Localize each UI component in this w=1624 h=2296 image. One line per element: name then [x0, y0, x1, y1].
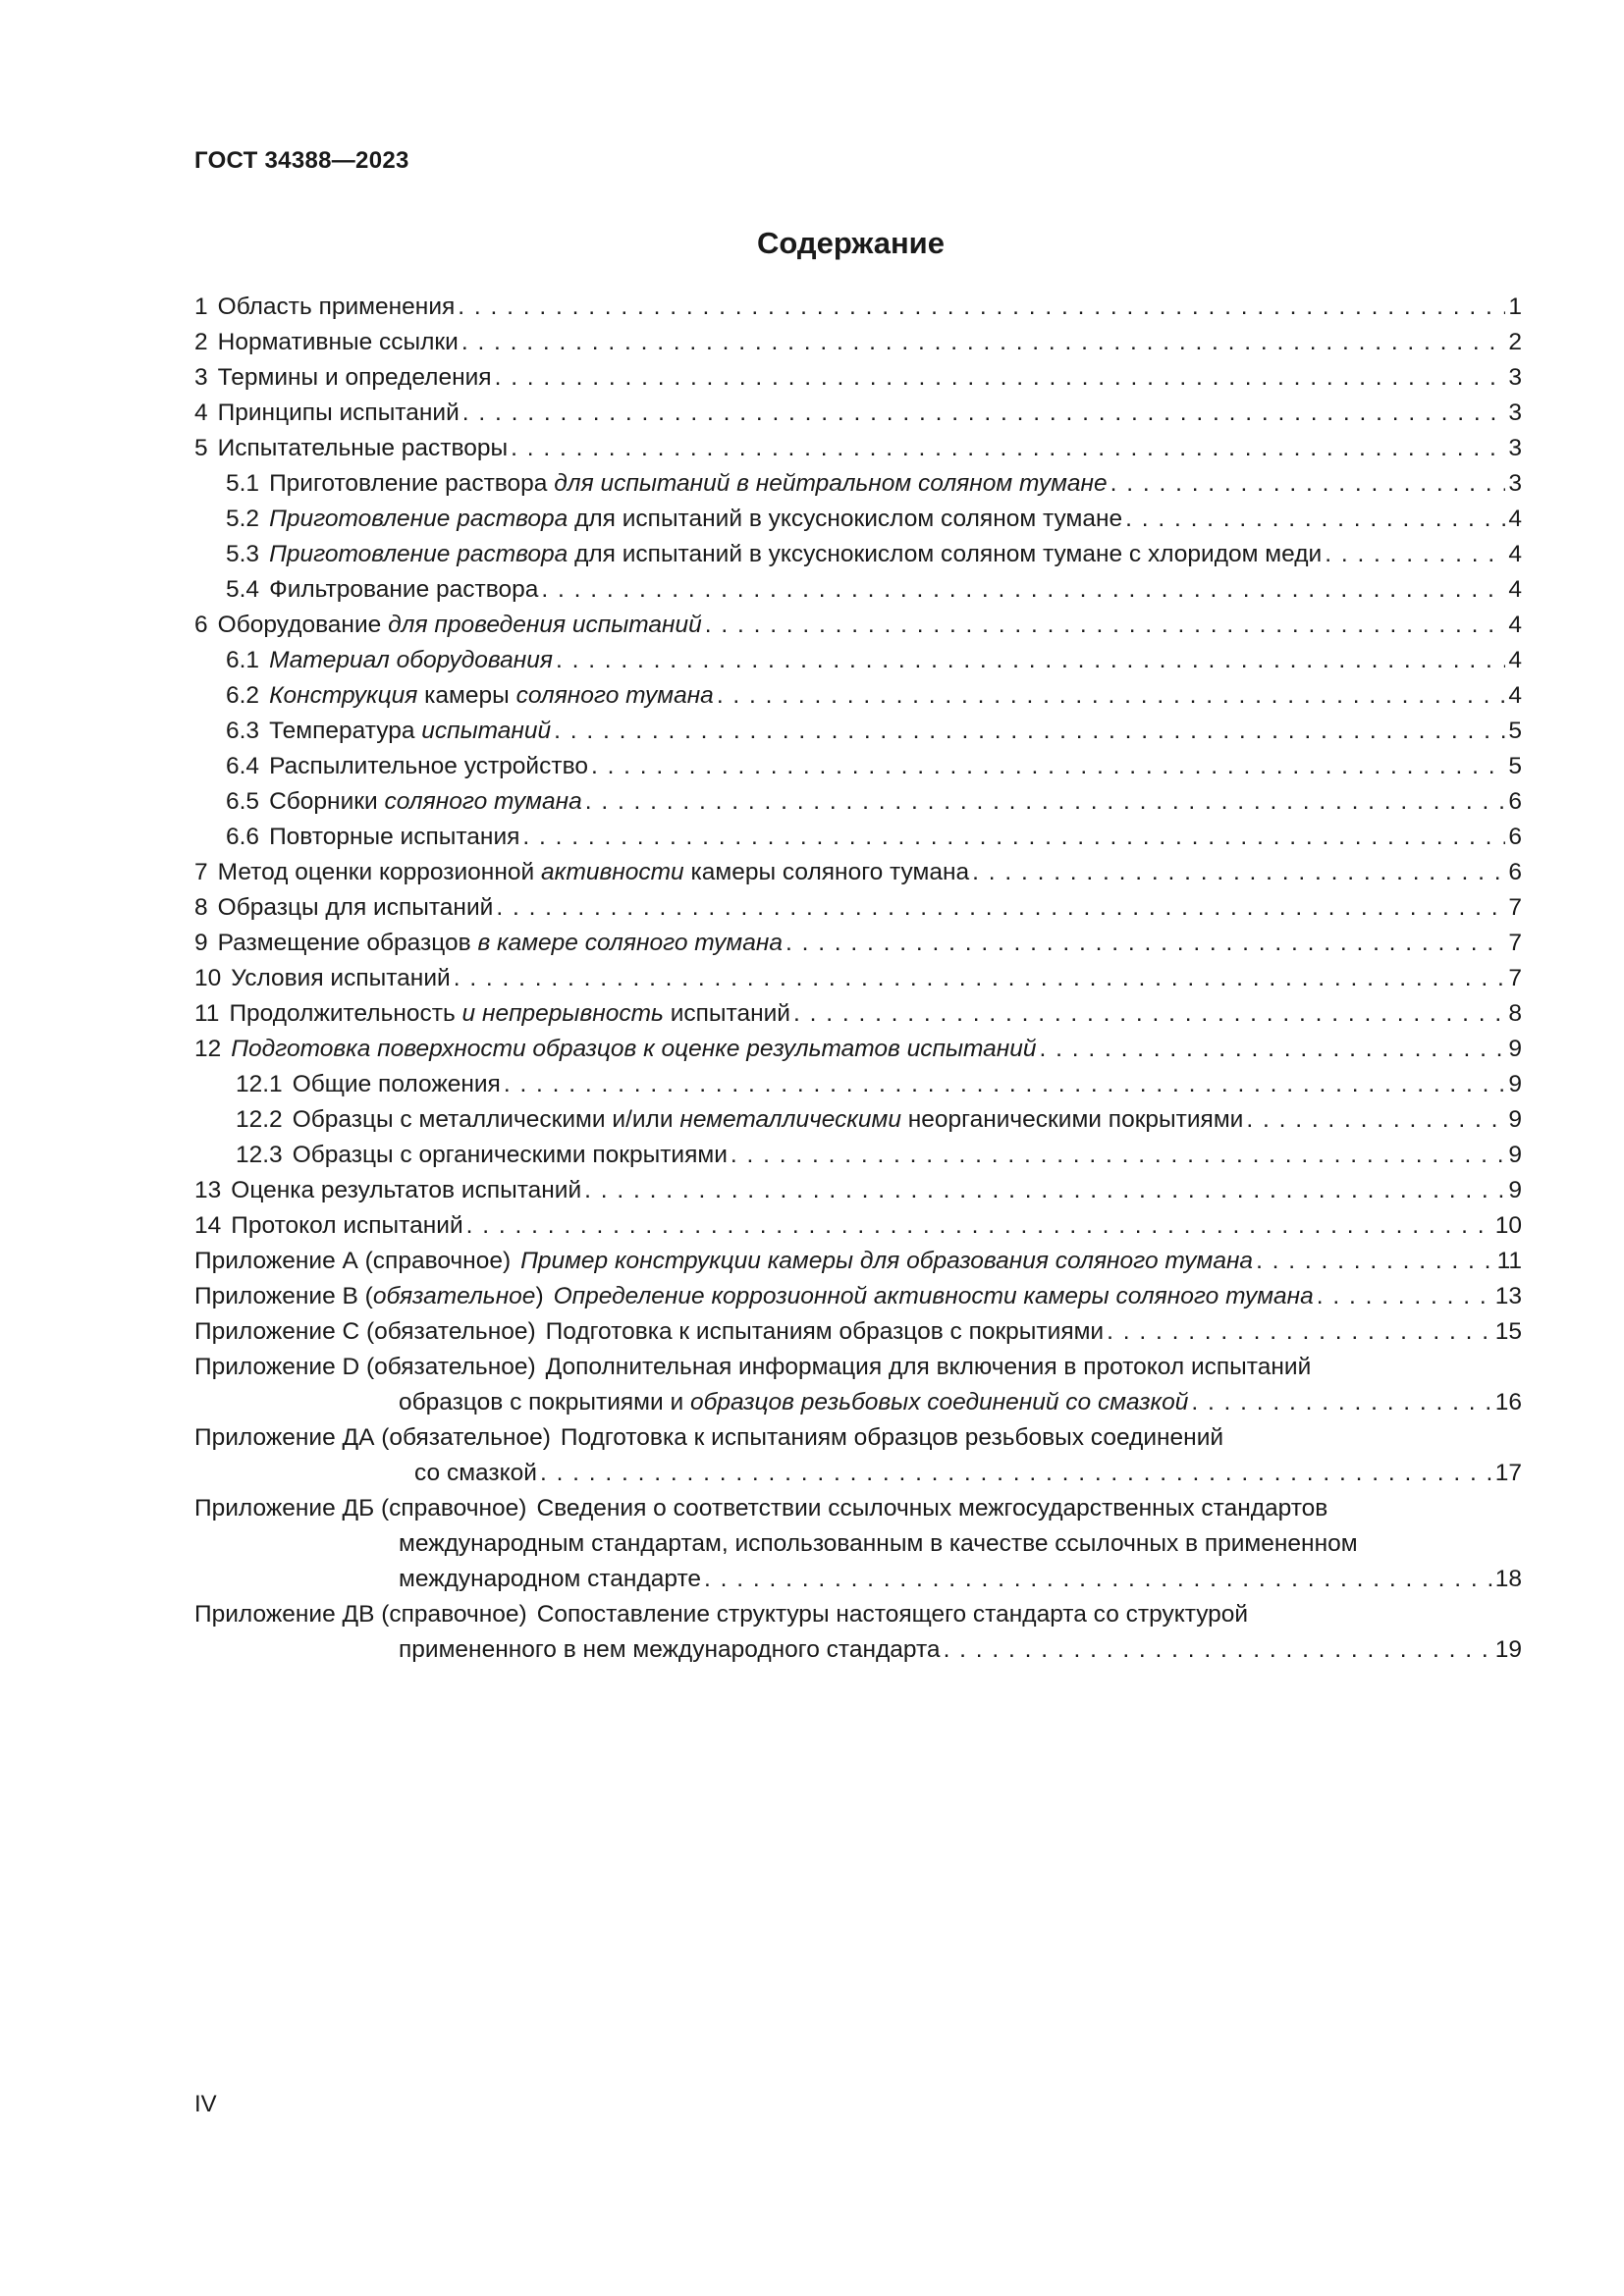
- toc-entry-page: 4: [1508, 682, 1522, 709]
- toc-entry-page: 3: [1508, 364, 1522, 391]
- toc-entry-title: [218, 608, 702, 643]
- toc-entry[interactable]: [194, 926, 1522, 961]
- toc-entry-number: 12.1: [236, 1071, 283, 1097]
- toc-text-segment: Приложение С (обязательное): [194, 1318, 536, 1345]
- annex-label: [194, 1350, 536, 1385]
- toc-entry-title: [269, 643, 553, 678]
- toc-text-segment: испытаний: [421, 718, 552, 744]
- toc-text-segment: Дополнительная информация для включения в протокол испытаний: [545, 1354, 1312, 1380]
- toc-entry[interactable]: [194, 1208, 1522, 1244]
- toc-text-segment: Образцы с органическими покрытиями: [292, 1142, 728, 1168]
- annex-title: [554, 1279, 1314, 1314]
- dot-leader: [1256, 1244, 1494, 1279]
- toc-entry-title: [218, 325, 459, 360]
- toc-entry-page: 7: [1508, 965, 1522, 991]
- toc-entry-number: 6.3: [226, 718, 260, 744]
- dot-leader: [717, 678, 1506, 714]
- toc-entry[interactable]: [194, 466, 1522, 502]
- toc-text-segment: Приложение D (обязательное): [194, 1354, 536, 1380]
- toc-text-segment: Принципы испытаний: [217, 400, 460, 426]
- toc-entry-page: 4: [1508, 541, 1522, 567]
- toc-text-segment: для проведения испытаний: [388, 612, 702, 638]
- toc-text-segment: Размещение образцов: [217, 930, 478, 956]
- toc-entry-title: [269, 784, 582, 820]
- toc-annex-entry[interactable]: [194, 1491, 1522, 1597]
- toc-text-segment: Приготовление раствора: [269, 541, 568, 567]
- toc-text-segment: Определение коррозионной активности камеры соляного тумана: [553, 1283, 1314, 1309]
- toc-text-segment: Повторные испытания: [269, 824, 520, 850]
- toc-entry-number: 12.3: [236, 1142, 283, 1168]
- toc-text-segment: Оборудование: [217, 612, 389, 638]
- toc-text-segment: Приготовление раствора: [269, 470, 555, 497]
- toc-annex-entry[interactable]: [194, 1597, 1522, 1668]
- toc-entry-number: 6.4: [226, 753, 260, 779]
- toc-entry-title: [269, 466, 1108, 502]
- dot-leader: [554, 714, 1505, 749]
- dot-leader: [1317, 1279, 1492, 1314]
- dot-leader: [793, 996, 1505, 1032]
- toc-entry[interactable]: [194, 820, 1522, 855]
- toc-entry-number: 2: [194, 329, 208, 355]
- annex-label: [194, 1314, 536, 1350]
- toc-entry-title: [269, 537, 1322, 572]
- toc-entry-page: 4: [1508, 647, 1522, 673]
- annex-title: [536, 1491, 1327, 1526]
- toc-text-segment: Подготовка к испытаниям образцов с покрытиями: [545, 1318, 1105, 1345]
- toc-entry[interactable]: [194, 325, 1522, 360]
- toc-text-segment: обязательное: [372, 1283, 536, 1309]
- toc-entry-page: 10: [1494, 1212, 1522, 1239]
- toc-entry-page: 9: [1508, 1106, 1522, 1133]
- toc-text-segment: Подготовка поверхности образцов к оценке результатов испытаний: [231, 1036, 1037, 1062]
- toc-entry-number: 12.2: [236, 1106, 283, 1133]
- toc-entry-page: 13: [1494, 1283, 1522, 1309]
- toc-entry-number: 1: [194, 294, 208, 320]
- toc-annex-entry[interactable]: [194, 1314, 1522, 1350]
- toc-text-segment: образцов резьбовых соединений со смазкой: [689, 1389, 1189, 1415]
- toc-entry-number: 12: [194, 1036, 222, 1062]
- dot-leader: [585, 784, 1506, 820]
- toc-entry-title: [218, 926, 783, 961]
- toc-entry-number: 7: [194, 859, 208, 885]
- toc-entry-number: 6.2: [226, 682, 260, 709]
- toc-entry-title: [269, 678, 714, 714]
- toc-text-segment: камеры соляного тумана: [683, 859, 970, 885]
- toc-entry-page: 6: [1508, 788, 1522, 815]
- toc-entry-title: [218, 855, 969, 890]
- dot-leader: [540, 1456, 1492, 1491]
- toc-text-segment: Термины и определения: [217, 364, 492, 391]
- dot-leader: [731, 1138, 1505, 1173]
- toc-entry-title: [293, 1138, 728, 1173]
- dot-leader: [1246, 1102, 1505, 1138]
- annex-title: [399, 1526, 1358, 1562]
- toc-text-segment: Условия испытаний: [231, 965, 451, 991]
- dot-leader: [556, 643, 1505, 678]
- toc-entry-page: 4: [1508, 506, 1522, 532]
- dot-leader: [785, 926, 1505, 961]
- toc-entry-title: [218, 396, 460, 431]
- toc-text-segment: Приготовление раствора: [269, 506, 568, 532]
- toc-entry-page: 9: [1508, 1177, 1522, 1203]
- toc-text-segment: Приложение ДА (обязательное): [194, 1424, 551, 1451]
- toc-entry-page: 16: [1494, 1389, 1522, 1415]
- dot-leader: [1191, 1385, 1491, 1420]
- toc-entry-number: 8: [194, 894, 208, 921]
- document-header-code: ГОСТ 34388—2023: [194, 147, 409, 174]
- toc-entry-title: [231, 1173, 581, 1208]
- toc-entry-page: 9: [1508, 1071, 1522, 1097]
- toc-entry-page: 6: [1508, 824, 1522, 850]
- toc-text-segment: Оценка результатов испытаний: [231, 1177, 582, 1203]
- dot-leader: [496, 890, 1505, 926]
- dot-leader: [541, 572, 1505, 608]
- toc-entry[interactable]: [194, 1138, 1522, 1173]
- dot-leader: [495, 360, 1506, 396]
- toc-entry-number: 9: [194, 930, 208, 956]
- toc-text-segment: неметаллическими: [679, 1106, 901, 1133]
- toc-entry[interactable]: [194, 890, 1522, 926]
- toc-text-segment: Область применения: [217, 294, 456, 320]
- toc-entry-title: [269, 820, 519, 855]
- toc-text-segment: неорганическими покрытиями: [900, 1106, 1244, 1133]
- toc-entry[interactable]: [194, 961, 1522, 996]
- annex-label: [194, 1491, 526, 1526]
- annex-title: [414, 1456, 537, 1491]
- dot-leader: [1040, 1032, 1506, 1067]
- toc-entry-page: 4: [1508, 576, 1522, 603]
- toc-text-segment: Пример конструкции камеры для образования соляного тумана: [520, 1248, 1254, 1274]
- toc-entry[interactable]: [194, 396, 1522, 431]
- toc-text-segment: для испытаний в уксуснокислом соляном тумане: [568, 506, 1123, 532]
- toc-entry-title: [218, 290, 456, 325]
- toc-text-segment: Сопоставление структуры настоящего стандарта со структурой: [536, 1601, 1249, 1628]
- toc-text-segment: и непрерывность: [461, 1000, 664, 1027]
- toc-entry-title: [269, 749, 588, 784]
- dot-leader: [1125, 502, 1505, 537]
- toc-entry-title: [293, 1102, 1244, 1138]
- toc-entry-title: [218, 431, 508, 466]
- toc-entry[interactable]: [194, 1032, 1522, 1067]
- dot-leader: [591, 749, 1505, 784]
- toc-annex-entry[interactable]: [194, 1244, 1522, 1279]
- dot-leader: [466, 1208, 1492, 1244]
- toc-annex-entry[interactable]: [194, 1279, 1522, 1314]
- toc-entry-number: 6.6: [226, 824, 260, 850]
- toc-text-segment: Материал оборудования: [269, 647, 553, 673]
- toc-text-segment: международным стандартам, использованным в качестве ссылочных в примененном: [399, 1530, 1358, 1557]
- toc-entry[interactable]: [194, 290, 1522, 325]
- toc-entry[interactable]: [194, 996, 1522, 1032]
- toc-entry-page: 11: [1496, 1248, 1522, 1274]
- toc-entry-page: 3: [1508, 470, 1522, 497]
- dot-leader: [522, 820, 1505, 855]
- toc-entry-title: [231, 1032, 1036, 1067]
- toc-text-segment: образцов с покрытиями и: [399, 1389, 690, 1415]
- dot-leader: [462, 396, 1506, 431]
- toc-entry-page: 5: [1508, 753, 1522, 779]
- table-of-contents: [194, 290, 1522, 1668]
- annex-title: [546, 1314, 1104, 1350]
- annex-title: [399, 1632, 941, 1668]
- annex-label: [194, 1244, 511, 1279]
- toc-entry-page: 5: [1508, 718, 1522, 744]
- toc-entry[interactable]: [194, 855, 1522, 890]
- annex-title: [561, 1420, 1223, 1456]
- toc-entry-page: 4: [1508, 612, 1522, 638]
- dot-leader: [458, 290, 1505, 325]
- toc-text-segment: Метод оценки коррозионной: [217, 859, 541, 885]
- toc-entry-number: 13: [194, 1177, 222, 1203]
- toc-entry-title: [269, 502, 1122, 537]
- toc-entry-number: 6.1: [226, 647, 260, 673]
- toc-entry-page: 15: [1494, 1318, 1522, 1345]
- toc-text-segment: соляного тумана: [384, 788, 582, 815]
- toc-entry-title: [269, 572, 538, 608]
- toc-text-segment: в камере соляного тумана: [477, 930, 783, 956]
- toc-annex-entry[interactable]: [194, 1420, 1522, 1491]
- annex-label: [194, 1279, 544, 1314]
- toc-text-segment: Общие положения: [292, 1071, 501, 1097]
- toc-entry-title: [269, 714, 551, 749]
- toc-text-segment: со смазкой: [414, 1460, 537, 1486]
- annex-title: [399, 1385, 1188, 1420]
- toc-entry-page: 2: [1508, 329, 1522, 355]
- toc-entry[interactable]: [194, 749, 1522, 784]
- dot-leader: [1110, 466, 1506, 502]
- toc-entry-number: 5.4: [226, 576, 260, 603]
- toc-text-segment: Температура: [269, 718, 422, 744]
- toc-text-segment: соляного тумана: [515, 682, 714, 709]
- toc-entry[interactable]: [194, 1067, 1522, 1102]
- annex-label: [194, 1597, 527, 1632]
- toc-text-segment: Протокол испытаний: [231, 1212, 463, 1239]
- toc-entry[interactable]: [194, 1173, 1522, 1208]
- toc-entry[interactable]: [194, 537, 1522, 572]
- dot-leader: [1107, 1314, 1492, 1350]
- annex-title: [537, 1597, 1248, 1632]
- toc-text-segment: для испытаний в уксуснокислом соляном тумане с хлоридом меди: [568, 541, 1323, 567]
- toc-entry-number: 3: [194, 364, 208, 391]
- toc-text-segment: Приложение ДВ (справочное): [194, 1601, 527, 1628]
- toc-entry-number: 11: [194, 1000, 220, 1027]
- toc-text-segment: Образцы с металлическими и/или: [292, 1106, 680, 1133]
- toc-entry-page: 9: [1508, 1142, 1522, 1168]
- toc-entry[interactable]: [194, 784, 1522, 820]
- toc-text-segment: Фильтрование раствора: [269, 576, 539, 603]
- toc-text-segment: Сведения о соответствии ссылочных межгосударственных стандартов: [536, 1495, 1328, 1522]
- toc-text-segment: испытаний: [663, 1000, 790, 1027]
- toc-entry-page: 19: [1494, 1636, 1522, 1663]
- annex-title: [399, 1562, 701, 1597]
- dot-leader: [461, 325, 1506, 360]
- annex-title: [520, 1244, 1253, 1279]
- toc-text-segment: Подготовка к испытаниям образцов резьбовых соединений: [560, 1424, 1224, 1451]
- toc-entry[interactable]: [194, 572, 1522, 608]
- toc-entry-page: 8: [1508, 1000, 1522, 1027]
- toc-entry[interactable]: [194, 431, 1522, 466]
- dot-leader: [944, 1632, 1492, 1668]
- toc-text-segment: Нормативные ссылки: [217, 329, 459, 355]
- toc-entry-number: 6.5: [226, 788, 260, 815]
- toc-text-segment: ): [535, 1283, 544, 1309]
- toc-entry-number: 14: [194, 1212, 222, 1239]
- toc-entry[interactable]: [194, 1102, 1522, 1138]
- toc-entry[interactable]: [194, 643, 1522, 678]
- annex-label: [194, 1420, 551, 1456]
- dot-leader: [972, 855, 1505, 890]
- toc-entry[interactable]: [194, 714, 1522, 749]
- toc-entry-title: [218, 890, 494, 926]
- toc-entry-number: 10: [194, 965, 222, 991]
- dot-leader: [454, 961, 1506, 996]
- annex-title: [546, 1350, 1312, 1385]
- dot-leader: [704, 1562, 1492, 1597]
- toc-entry-number: 6: [194, 612, 208, 638]
- toc-entry-page: 3: [1508, 400, 1522, 426]
- toc-entry[interactable]: [194, 502, 1522, 537]
- toc-text-segment: Образцы для испытаний: [217, 894, 494, 921]
- toc-entry[interactable]: [194, 360, 1522, 396]
- toc-entry-page: 6: [1508, 859, 1522, 885]
- toc-entry-number: 5.3: [226, 541, 260, 567]
- toc-text-segment: Сборники: [269, 788, 385, 815]
- toc-entry-number: 5: [194, 435, 208, 461]
- page-number: IV: [194, 2091, 217, 2117]
- toc-entry-page: 9: [1508, 1036, 1522, 1062]
- toc-entry[interactable]: [194, 678, 1522, 714]
- toc-entry-number: 4: [194, 400, 208, 426]
- toc-entry-page: 7: [1508, 894, 1522, 921]
- toc-heading: Содержание: [757, 226, 945, 260]
- toc-text-segment: камеры: [417, 682, 516, 709]
- toc-text-segment: Распылительное устройство: [269, 753, 588, 779]
- toc-entry-page: 18: [1494, 1566, 1522, 1592]
- toc-entry-number: 5.2: [226, 506, 260, 532]
- dot-leader: [511, 431, 1505, 466]
- toc-entry-title: [229, 996, 790, 1032]
- dot-leader: [504, 1067, 1506, 1102]
- toc-entry-title: [231, 961, 450, 996]
- toc-text-segment: Продолжительность: [229, 1000, 462, 1027]
- toc-text-segment: Приложение А (справочное): [194, 1248, 512, 1274]
- toc-text-segment: Приложение ДБ (справочное): [194, 1495, 527, 1522]
- toc-text-segment: Конструкция: [269, 682, 418, 709]
- toc-text-segment: международном стандарте: [399, 1566, 702, 1592]
- dot-leader: [705, 608, 1506, 643]
- toc-text-segment: примененного в нем международного стандарта: [399, 1636, 941, 1663]
- toc-entry-page: 7: [1508, 930, 1522, 956]
- toc-annex-entry[interactable]: [194, 1350, 1522, 1420]
- toc-entry-title: [218, 360, 492, 396]
- toc-entry-title: [231, 1208, 462, 1244]
- toc-text-segment: для испытаний в нейтральном соляном тумане: [554, 470, 1108, 497]
- dot-leader: [584, 1173, 1505, 1208]
- toc-text-segment: Испытательные растворы: [217, 435, 509, 461]
- toc-text-segment: Приложение В (: [194, 1283, 373, 1309]
- toc-entry[interactable]: [194, 608, 1522, 643]
- toc-entry-page: 17: [1494, 1460, 1522, 1486]
- toc-entry-number: 5.1: [226, 470, 260, 497]
- toc-entry-page: 1: [1508, 294, 1522, 320]
- toc-entry-page: 3: [1508, 435, 1522, 461]
- toc-text-segment: активности: [540, 859, 684, 885]
- dot-leader: [1325, 537, 1505, 572]
- toc-entry-title: [293, 1067, 501, 1102]
